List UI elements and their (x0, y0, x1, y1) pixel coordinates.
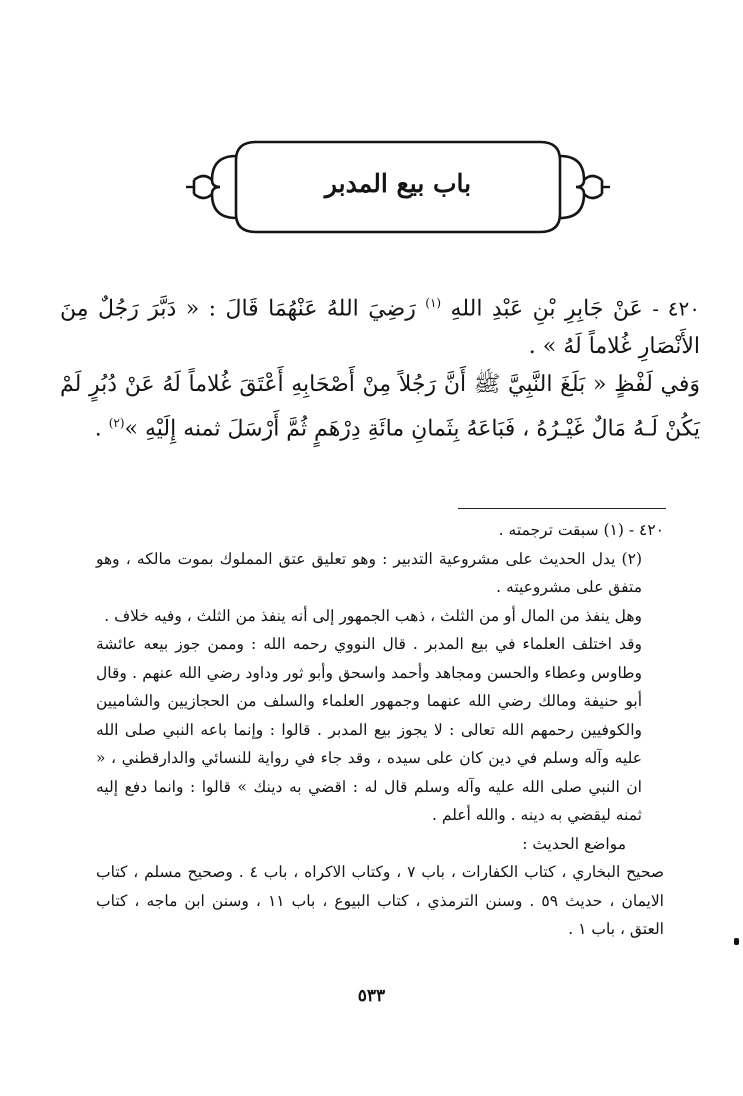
hadith-variant: وَفي لَفْظٍ « بَلَغَ النَّبِيَّ ﷺ أَنَّ رَجُلاً مِنْ أَصْحَابِهِ أَعْتَقَ غُلاماً لَهُ عَنْ دُبُرٍ لَمْ يَكُنْ لَـهُ مَالٌ غَيْـرُهُ ، فَبَاعَهُ بِثَمانِ مائَةِ دِرْهَمٍ ثُمَّ أَرْسَلَ ثمنه إِلَيْهِ » (60, 372, 700, 442)
chapter-title: باب بيع المدبر (324, 169, 472, 198)
footnote-2-para-1: (٢) يدل الحديث على مشروعية التدبير : وهو تعليق عتق المملوك بموت مالكه ، وهو متفق على مشروعيته . (96, 549, 642, 596)
hadith-end-mark: . (94, 416, 109, 442)
hadith-narrator: عَنْ جَابِرِ بْنِ عَبْدِ اللهِ (450, 296, 643, 322)
footnote-ref-1: (١) (425, 296, 442, 310)
hadith-matn: رَضِيَ اللهُ عَنْهُمَا قَالَ : « دَبَّرَ رَجُلٌ مِنَ الأَنْصَارِ غُلاماً لَهُ » . (60, 296, 700, 360)
page-number: ٥٣٣ (357, 986, 386, 1006)
footnotes (96, 516, 664, 944)
ink-speck (734, 938, 739, 945)
chapter-title-frame (186, 132, 610, 242)
footnote-2-para-2: وهل ينفذ من المال أو من الثلث ، ذهب الجمهور إلى أنه ينفذ من الثلث ، وفيه خلاف . (104, 606, 642, 625)
hadith-number: ٤٢٠ - (652, 296, 701, 321)
footnote-2-para-3: وقد اختلف العلماء في بيع المدبر . قال النووي رحمه الله : وممن جوز بيعه عائشة وطاوس وعطاء والحسن ومجاهد وأحمد واسحق وأبو ثور وداود رضي الله عنهم . وقال أبو حنيفة ومالك رضي الله عنهما وجمهور العلماء والسلف من الحجازيين والشاميين والكوفيين رحمهم الله تعالى : لا يجوز بيع المدبر . قالوا : وإنما باعه النبي صلى الله عليه وآله وسلم في دين كان على سيده ، وقد جاء في رواية للنسائي والدارقطني ، « ان النبي صلى الله عليه وآله وسلم قال له : اقضي به دينك » قالوا : وانما دفع إليه ثمنه ليقضي به دينه . والله أعلم . (96, 635, 642, 824)
hadith-text-first (60, 284, 700, 366)
footnote-1: ٤٢٠ - (١) سبقت ترجمته . (498, 521, 664, 539)
sources-list: صحيح البخاري ، كتاب الكفارات ، باب ٧ ، وكتاب الاكراه ، باب ٤ . وصحيح مسلم ، كتاب الايمان ، حديث ٥٩ . وسنن الترمذي ، كتاب البيوع ، باب ١١ ، وسنن ابن ماجه ، كتاب العتق ، باب ١ . (96, 863, 664, 938)
footnote-ref-2: (٢) (108, 416, 125, 430)
hadith-text-second (60, 366, 700, 448)
footnote-separator (458, 508, 666, 509)
sources-heading: مواضع الحديث : (522, 834, 626, 853)
